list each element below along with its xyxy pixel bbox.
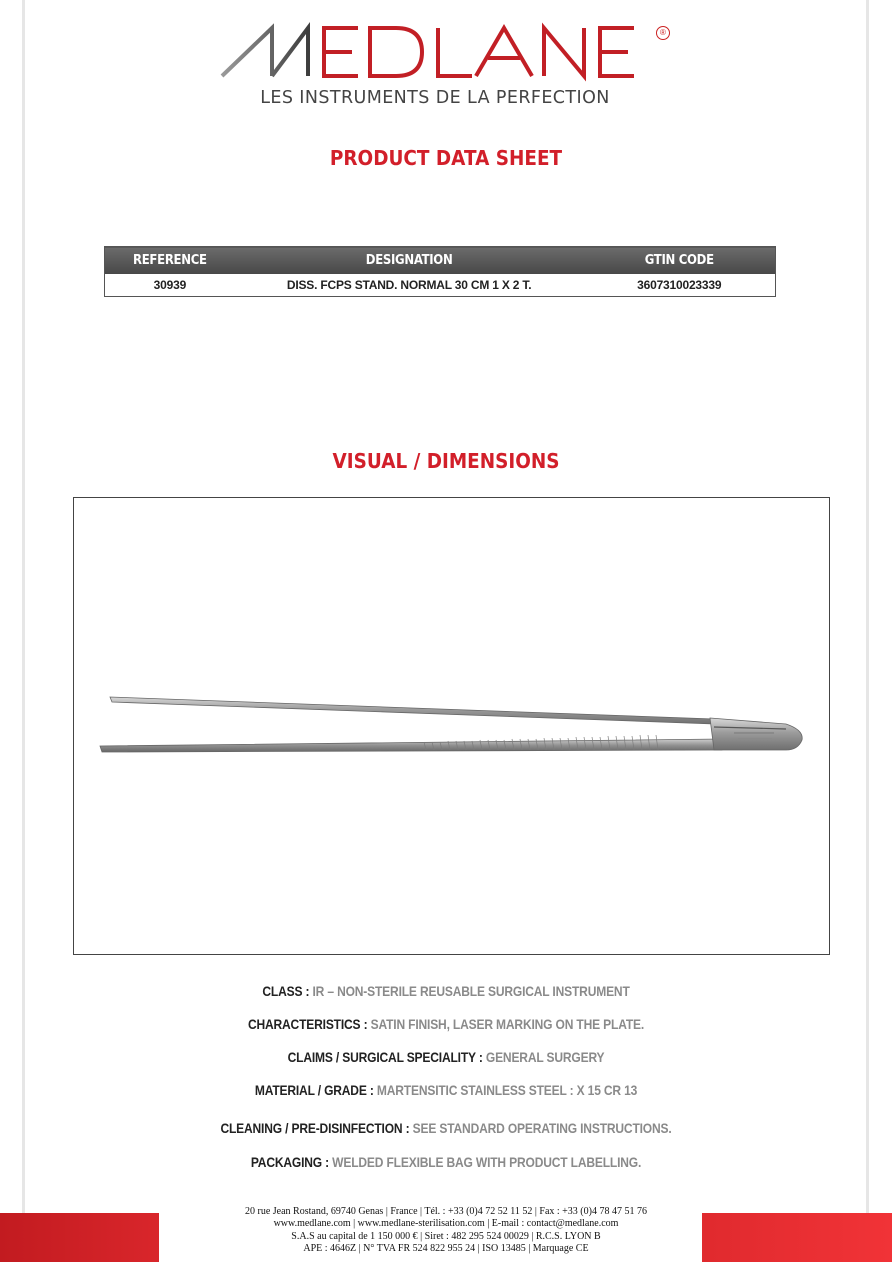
tagline: LES INSTRUMENTS DE LA PERFECTION: [260, 88, 610, 108]
spec-class-value: IR – NON-STERILE REUSABLE SURGICAL INSTRUMENT: [309, 983, 630, 999]
spec-claims-value: GENERAL SURGERY: [482, 1049, 605, 1065]
medlane-logo: [200, 22, 690, 122]
spec-cleaning-value: SEE STANDARD OPERATING INSTRUCTIONS.: [409, 1120, 672, 1136]
spec-claims: [62, 1049, 829, 1065]
page-frame-left: [22, 0, 25, 1262]
visual-dimensions-title: VISUAL / DIMENSIONS: [332, 449, 560, 473]
footer-address: 20 rue Jean Rostand, 69740 Genas | France | Tél. : +33 (0)4 72 52 11 52 | Fax : +33 (0)4 78 47 51 76: [245, 1206, 647, 1217]
footer-web: www.medlane.com | www.medlane-sterilisation.com | E-mail : contact@medlane.com: [273, 1218, 619, 1230]
forceps-image: [74, 498, 829, 954]
logo-wordmark: [200, 22, 660, 84]
header-reference: REFERENCE: [105, 247, 235, 275]
table-header-row: [105, 247, 776, 275]
product-data-sheet-title: PRODUCT DATA SHEET: [329, 146, 563, 170]
cell-gtin: 3607310023339: [637, 278, 722, 292]
spec-packaging-value: WELDED FLEXIBLE BAG WITH PRODUCT LABELLING.: [328, 1154, 642, 1170]
spec-material-value: MARTENSITIC STAINLESS STEEL : X 15 CR 13: [373, 1082, 638, 1098]
header-gtin: GTIN CODE: [584, 247, 776, 275]
footer-registration: APE : 4646Z | N° TVA FR 524 822 955 24 | ISO 13485 | Marquage CE: [303, 1243, 589, 1255]
spec-class: [62, 983, 829, 999]
spec-material: [62, 1082, 829, 1098]
spec-claims-key: CLAIMS / SURGICAL SPECIALITY :: [287, 1049, 483, 1065]
product-image-frame: [73, 497, 830, 955]
spec-packaging: [62, 1154, 829, 1170]
cell-designation: DISS. FCPS STAND. NORMAL 30 CM 1 X 2 T.: [286, 278, 532, 292]
spec-material-key: MATERIAL / GRADE :: [254, 1082, 374, 1098]
table-row: [105, 274, 776, 297]
header-designation: DESIGNATION: [235, 247, 584, 275]
footer-company: S.A.S au capital de 1 150 000 € | Siret : 482 295 524 00029 | R.C.S. LYON B: [291, 1230, 601, 1242]
spec-cleaning-key: CLEANING / PRE-DISINFECTION :: [220, 1120, 410, 1136]
footer-contact: [0, 1206, 892, 1256]
reference-table: [104, 246, 776, 297]
spec-characteristics-value: SATIN FINISH, LASER MARKING ON THE PLATE.: [367, 1016, 645, 1032]
page-frame-right: [866, 0, 869, 1262]
spec-characteristics-key: CHARACTERISTICS :: [247, 1016, 368, 1032]
spec-characteristics: [62, 1016, 829, 1032]
spec-class-key: CLASS :: [262, 983, 310, 999]
spec-cleaning: [62, 1120, 829, 1136]
spec-packaging-key: PACKAGING :: [250, 1154, 329, 1170]
registered-mark: ®: [656, 26, 670, 40]
cell-reference: 30939: [153, 278, 187, 292]
